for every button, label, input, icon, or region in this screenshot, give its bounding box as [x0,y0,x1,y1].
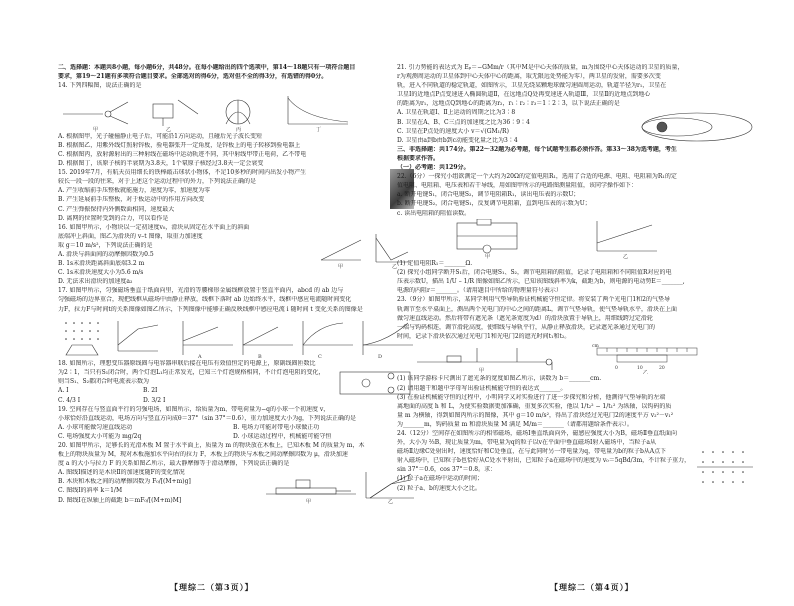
q22-step-b: b. 断开电键S₂，闭合电键S₁，反复调节电阻箱，直到电压表的示数为U； [397,200,591,208]
q15-stem-2: 较长一段一段的往来，对于上述这个运动过程中的外力，下列说法正确的是 [58,178,257,186]
q22-circuit [457,219,517,253]
q20-stem-1: 20. 如图甲所示，足够长的光滑木板 M 置于水平面上，质量为 m 的物块放在木板上，已知木板 M 的质量为 m，木 [58,442,365,449]
scale-tick-20: 20 [659,366,665,372]
magnetic-field-figure [226,100,250,124]
q14-figure-svg [58,92,358,132]
q18-stem-2: 为2∶1，当只有S₁闭合时，两个灯泡L₁均正常发光，已知三个灯泡规格相同，不计灯泡电阻的变化， [58,369,325,377]
q24-stem-3: 磁场Ⅱ边缘C处射出时，速度恰好和C处垂直，在与此同时另一带电量为q，带电量为b的粒子b从A点下 [397,448,667,456]
section3-subheading: （一）必考题：共129分。 [397,164,470,172]
q22-graph [597,221,657,251]
scale-tick-0: 0 [615,366,618,372]
q23-sub3-line2: 离地面的高度 h 和 L，为使实验数据更加准确，重复多次实验，他以 1/t₂² − 1/t₁² 为纵轴，以钩码的质 [397,402,672,410]
q21-option-c: C. 卫星在P点处的速度大小 v＝√(GM₁/R) [397,127,509,135]
q24-field-svg [697,446,757,490]
q24-stem-2: 外，大小为 ⅔B，现让质量为m，带电量为q的粒子以v在平面中垂直磁场Ⅰ射入磁场中，当粒子a从 [397,439,657,447]
q21-stem-3: 轨，进入不同轨道的稳定轨道，如图所示，卫星先绕某颗地球做匀速圆周运动，轨道半径为r₁，卫星在 [397,82,667,90]
q22-figures [397,219,759,259]
section3-heading-line2: 根据要求作答。 [397,154,440,162]
q22-label-jia: 甲 [485,254,491,260]
q19-stem-1: 19. 空间存在与竖直面平行的匀强电场，如图所示，给质量为m、带电荷量为−q的小球一个初速度 v， [58,405,330,413]
q18-option-b: B. 2I [143,387,158,395]
right-page-column [397,64,759,574]
q17-stem-3: 力F，拉力F与时间t的关系图像如图乙所示，下列图像中能够正确反映线框中感应电流 i 随时间 t 变化关系的图像是 [58,305,363,313]
q21-stem-1: 21. 引力势能的表达式为 Eₚ＝−GMm/r（其中M是中心天体的质量，m为围绕中心天体运动的卫星的质量， [397,64,684,71]
q23-stem-1: 23.（9分）如图甲所示，某同学利用气垫导轨验证机械能守恒定律。将安装了两个光电门1和2的气垫导 [397,296,670,304]
q19-option-d: D. 小球运动过程中，机械能可能守恒 [233,432,332,440]
q14-option-b: B. 根据图乙，用紫外线灯照射锌板，验电器张开一定角度，是锌板上的电子转移到验电器上 [58,141,301,149]
q23-figures [397,342,759,374]
q23-figure-svg [397,342,759,374]
q15-option-c: C. 产生弹振保持内外侧数面相同，速度最大 [58,205,175,213]
q16-label-jia: 甲 [338,263,344,270]
section3-heading-line1: 三、非选择题：共174分。第22～32题为必考题，每个试题考生都必须作答。第33～38为选考题，考生 [397,145,677,153]
q21-orbit-svg [637,110,757,144]
electroscope-figure [153,100,198,126]
q22-sub1: (1) 定值电阻R₁＝_______Ω. [397,260,473,268]
q20-stem-2: 板上的物块质量为 M，现对木板施加水平向右的拉力 F，木板上的物块与木板之间动摩擦因数为 μ，滑块加速 [58,451,348,459]
q16-stem-1: 16. 如图甲所示，小物块以一定初速度v₀，滑块从固定在水平面上的斜面 [58,223,250,231]
q17-stem-2: 匀强磁场的边界重合，现把线框从磁场中由静止释放，线框下落时 ab 边始终水平，线框中感应电流随时间变化 [58,296,352,304]
q19-option-a: A. 小球可能做匀速直线运动 [58,423,133,431]
q22-sub2-line3: 电源的内阻r＝_______。（请用题目中所给的物理量符号表示） [397,287,562,295]
f-t-graph [118,321,158,351]
q24-sub1: (1) 粒子a在磁场中运动的时间； [397,475,483,483]
incline-figure [321,240,361,260]
q14-label-jia: 甲 [93,126,99,132]
q22-stem-2: 值电阻、电阻箱、电压表和若干导线，用如图甲所示的电路图测量阻值，该同学操作如下： [397,182,638,190]
q23-sub3-line4: 为_______m，钩码质量 m 和滑块质量 M 满足 M/m＝_______（请都用题给条件表示）。 [397,420,633,428]
q23-stem-3: 做匀速直线运动。然后将带有遮光条（遮光条宽度为d）的滑块放置于导轨上，用细线跨过定滑轮 [397,314,653,322]
q23-sub1: (1) 该同学游标卡尺测出了遮光条的宽度如图乙所示，读数为 b＝_______cm. [397,375,602,383]
air-track [417,348,552,370]
q18-stem-3: 则当S₁、S₂都闭合时电流表示数为 [58,378,150,386]
q21-stem-4: 卫星Ⅰ的近地点P点变速进入椭圆轨道Ⅱ，在远地点Q处再变速进入轨道Ⅲ，卫星Ⅱ的近地点到地心 [397,91,651,99]
section2-heading-line2: 要求，第19～21题有多项符合题目要求。全部选对的得6分，选对但不全的得3分，有选错的得0分。 [58,73,328,81]
q20-stem-3: 度 a 的大小与拉力 F 的关系如图乙所示，最大静摩擦等于滑动摩擦，下列说法正确的是 [58,460,290,468]
q22-sub2-line2: 压表示数U，描出 1/U – 1/R 图像如图乙所示，已知该图线斜率为k，截距为b，则电源的电动势E＝_______, [397,278,685,286]
q19-option-c: C. 电场强度大小可能为 mg/2q [58,432,142,440]
q18-option-a: A. I [58,387,69,395]
option-graphs [183,321,413,355]
magnetic-field-grid [65,322,99,340]
q18-stem-1: 18. 如图所示，理想变压器原线圈与电容器串联后接在电压有效值恒定的电源上，原副线圈匝数比 [58,360,316,368]
q17-figure-svg [58,315,420,359]
q20-label-yi: 乙 [388,499,394,504]
q21-stem-5: 的距离为r₁，远地点Q到地心的距离为r₂，r₁∶r₂∶r₃＝1∶2∶3，以下说法正确的是 [397,100,620,108]
vernier-scale [597,348,697,362]
scale-tick-10: 10 [637,366,643,372]
q14-label-bing: 丙 [236,126,242,132]
q22-sub2-line1: (2) 探究小组同学断开S₁后，闭合电键S₁、S₂，调节电阻箱的阻值，记录了电阻箱和不同阻值R对应的电 [397,269,672,277]
q16-stem-3: 取 g＝10 m/s²，下列说法正确的是 [58,241,153,249]
q20-label-jia: 甲 [306,499,312,504]
q21-option-b: B. 卫星在A、B、C三点的加速度之比为36∶9∶4 [397,118,530,126]
q23-label-jia: 甲 [479,368,485,375]
q23-sub3-line3: 量 m 为横轴，得到如图丙所示的图像，其中 g＝10 m/s²，得出了滑块经过光电门2的速度平方 v₂²－v₁² [397,411,674,419]
q24-stem-4: 射入磁场中，已知粒子b也恰好从C处水平射出，已知粒子a在磁场中的速度为 v₀＝5qBd/3m，不计粒子重力， [397,457,691,465]
q20-option-d: D. 图线Ⅰ在纵轴上的截距 b＝mF₀/[(M+m)M] [58,496,182,504]
q16-option-d: D. 无法求出滑块的加速度a₂ [58,278,133,286]
q14-stem: 14. 下列四幅图，说法正确的是 [58,82,142,90]
q19-stem-2: 小球恰好沿直线运动，电场方向与竖直方向成θ＝37°（sin 37°＝0.6），重力加速度大小为g，下列说法正确的是 [58,414,357,422]
decay-curve-figure [288,96,348,124]
q20-option-c: C. 图线Ⅰ的斜率 k＝1/M [58,487,123,495]
q14-label-yi: 乙 [166,126,172,132]
q14-figures [58,92,420,132]
q22-step-a: a. 断开电键S₁，闭合电键S₂，调节电阻箱R₁，读出电压表的示数U； [397,191,580,199]
q17-option-d-label: D [378,354,383,360]
photon-collision-figure [63,102,128,124]
q21-option-a: A. 卫星在轨道Ⅰ、Ⅱ上运动的周期之比为3∶8 [397,109,516,117]
q14-option-c: C. 根据图丙，放射源射出的三种射线在磁场中运动轨迹不同，其中射线甲带正电荷，乙不带电 [58,150,307,158]
q23-sub3-line1: (3) 在验证机械能守恒的过程中，小明同学又对实验进行了进一步探究和分析，他测得气垫导轨的左端 [397,393,666,401]
q15-option-b: B. 产生延展前手压整板，对于板运动中的作用方向改变 [58,196,205,204]
q20-option-a: A. 图线Ⅰ描述的是木块Ⅱ的加速度随F的变化情况 [58,469,185,477]
q16-stem-2: 底端冲上斜面，图乙为滑块的 v–t 图像，取重力加速度 [58,232,203,240]
q17-figures [58,315,420,359]
scale-unit: cm [592,344,599,350]
q19-options-row1 [58,424,420,433]
trapezoid-frame [66,345,98,355]
q16-option-c: C. 1s末滑块速度大小为5.6 m/s [58,269,144,277]
q22-stem-1: 22.（6分）一探究小组欲测定一个大约为20Ω的定值电阻R₁，选用了合适的电源、电阻、电阻箱为R₁的定 [397,173,677,181]
page-footer-left: 【理综二（第3页）】 [170,582,254,592]
q16-option-b: B. 1s末滑块距离斜面底端3.2 m [58,260,145,268]
q20-figure-svg [266,470,416,504]
q15-option-a: A. 产生收缩前手压整板就能施力，速度为零，加速度为零 [58,187,211,195]
q18-option-c: C. 4/3 I [58,396,81,404]
q19-options-row2 [58,433,420,442]
q23-sub2: (2) 请用题干和题中字母写出验证机械能守恒的表达式_______。 [397,384,567,392]
q21-option-d: D. 卫星由a到b由b到c动能变化量之比为3∶4 [397,136,518,144]
q23-stem-4: 一端与钩码相连，调节滑轮高度，使细线与导轨平行，从静止释放滑块，记录遮光条通过光电门的 [397,323,656,331]
q14-option-d: D. 根据图丁，该原子核的半衰期为3.8天，1个氡原子核经过3.8天一定会衰变 [58,160,264,168]
q14-label-ding: 丁 [316,126,322,132]
q20-option-b: B. 木块和木板之间的动摩擦因数为 F₀/[(M+m)g] [58,478,191,486]
q16-label-yi: 乙 [392,263,398,270]
q15-stem-1: 15. 2019年7月，有航天员用细长的铁棒敲击球状小物体，不足10多秒的时间内出发小物产生 [58,169,307,177]
q17-stem-1: 17. 如图甲所示，匀强磁场垂直于纸面向里，光滑的等腰梯形金属线框放置于竖直平面内，abcd 的 ab 边与 [58,287,344,295]
page-footer-right: 【理综二（第4页）】 [550,582,634,592]
q22-figure-svg [397,219,759,259]
q18-option-d: D. 3/2 I [143,396,166,404]
q22-step-c: c. 读出电阻箱的阻值读数。 [397,209,471,217]
q21-stem-2: r为观测周运动的卫星体到中心天体中心的距离，取无限远处势能为零），两卫星的发射，需要多次变 [397,73,661,81]
q24-stem-1: 24.（12分）空间存在如图所示的相邻磁场，磁场Ⅰ垂直纸面向外，磁感应强度大小为B，磁场Ⅱ垂直纸面向 [397,430,678,437]
section2-heading-line1: 二、选择题：本题共8小题，每小题6分，共48分。在每小题给出的四个选项中，第14～18题只有一项符合题目 [58,64,356,71]
q19-option-b: B. 电场力可能对带电小球做正功 [233,423,320,431]
q16-option-a: A. 滑块与斜面间的动摩擦因数为0.5 [58,251,154,258]
q24-stem-5: sin 37°＝0.6，cos 37°＝0.8。求： [397,466,497,474]
q14-option-a: A. 根据图甲，光子碰撞静止电子后，可能沿1方向运动，且碰后光子波长变短 [58,132,262,140]
q15-option-d: D. 离网的位置时受到的合力，可以看作是 [58,214,169,222]
q23-label-yi: 乙 [643,370,649,375]
q17-option-c-label: C [318,354,322,360]
q22-label-yi: 乙 [623,254,629,260]
left-page-column [58,64,420,574]
q17-option-b-label: B [258,354,262,360]
block-on-board [266,480,356,494]
q17-option-a-label: A [198,354,202,360]
q23-stem-5: 时间，记录下滑块依次通过光电门1和光电门2的遮光时间t₁和t₂。 [397,332,571,340]
q23-stem-2: 轨调节至水平桌面上，测出两个光电门的中心之间的距离L，调节气垫导轨，使气垫导轨水平，滑块在上面 [397,305,677,313]
q24-sub2: (2) 粒子a、b的速度大小之比。 [397,484,481,492]
